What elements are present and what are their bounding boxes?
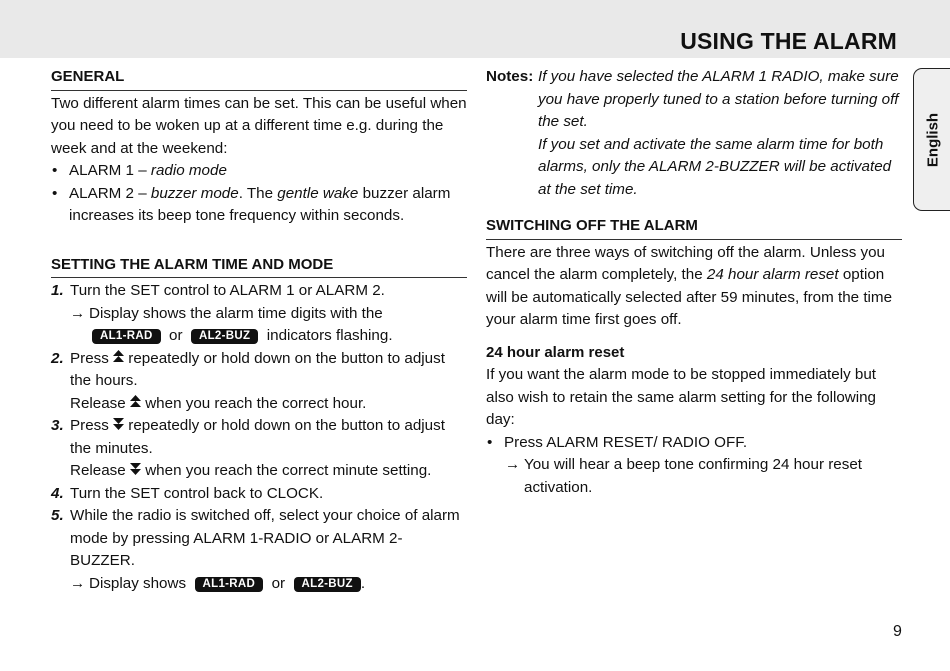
step-5-result: → Display shows AL1-RAD or AL2-BUZ .	[51, 573, 467, 596]
step-4: 4. Turn the SET control back to CLOCK.	[51, 484, 324, 502]
notes-label: Notes:	[486, 68, 534, 85]
reset-heading: 24 hour alarm reset	[486, 343, 625, 361]
bullet-alarm-2: • ALARM 2 – buzzer mode. The gentle wake buzzer alarm increases its beep tone frequency within seconds.	[52, 184, 451, 224]
minute-down-icon	[130, 462, 141, 477]
language-tab	[913, 68, 950, 211]
step-3: 3. Press repeatedly or hold down on the button to adjust the minutes.	[51, 417, 445, 457]
lcd-al2-buz-indicator: AL2-BUZ	[191, 329, 258, 344]
general-heading: GENERAL	[51, 66, 467, 91]
switching-off-text: There are three ways of switching off the alarm. Unless you cancel the alarm completely, the 24 hour alarm reset option will be automatically selected after 59 minutes, from the time your alarm time first goes off.	[486, 243, 893, 328]
step-2-release: Release when you reach the correct hour.	[70, 394, 367, 412]
bullet-dot-icon: •	[487, 433, 493, 451]
hour-up-icon	[113, 350, 124, 365]
general-intro: Two different alarm times can be set. This can be useful when you need to be woken up at a different time e.g. during the week and at the weekend:	[51, 94, 467, 157]
arrow-right-icon: →	[505, 456, 521, 473]
bullet-dot-icon: •	[52, 184, 58, 202]
step-1: 1. Turn the SET control to ALARM 1 or ALARM 2.	[51, 282, 385, 299]
setting-heading: SETTING THE ALARM TIME AND MODE	[51, 254, 467, 279]
step-5: 5. While the radio is switched off, select your choice of alarm mode by pressing ALARM 1-RADIO or ALARM 2-BUZZER.	[51, 507, 460, 569]
step-1-result: → Display shows the alarm time digits with the AL1-RAD or AL2-BUZ indicators flashing.	[70, 304, 393, 344]
language-tab-label: English	[924, 112, 941, 167]
reset-text: If you want the alarm mode to be stopped immediately but also wish to retain the same alarm setting for the following day:	[486, 366, 877, 428]
switching-off-heading: SWITCHING OFF THE ALARM	[486, 215, 902, 240]
step-2: 2. Press repeatedly or hold down on the button to adjust the hours.	[51, 349, 445, 389]
bullet-dot-icon: •	[52, 162, 58, 179]
lcd-al1-rad-indicator: AL1-RAD	[92, 329, 161, 344]
hour-up-icon	[130, 395, 141, 410]
minute-down-icon	[113, 417, 124, 432]
lcd-al1-rad-indicator: AL1-RAD	[195, 577, 264, 592]
arrow-right-icon: →	[70, 574, 86, 592]
page-title: USING THE ALARM	[680, 28, 897, 54]
bullet-alarm-1: • ALARM 1 – radio mode	[51, 160, 467, 183]
note-1: If you have selected the ALARM 1 RADIO, make sure you have properly tuned to a station before turning off the set.	[538, 68, 899, 130]
page-number: 9	[893, 623, 902, 640]
reset-bullet: • Press ALARM RESET/ RADIO OFF.	[486, 432, 902, 455]
notes-block	[486, 66, 902, 201]
right-column	[486, 66, 902, 499]
arrow-right-icon: →	[70, 304, 86, 322]
reset-result: → You will hear a beep tone confirming 24 hour reset activation.	[505, 456, 862, 496]
step-3-release: Release when you reach the correct minute setting.	[70, 462, 432, 479]
lcd-al2-buz-indicator: AL2-BUZ	[294, 577, 361, 592]
note-2: If you set and activate the same alarm time for both alarms, only the ALARM 2-BUZZER will be activated at the set time.	[538, 135, 892, 198]
left-column	[51, 66, 467, 595]
